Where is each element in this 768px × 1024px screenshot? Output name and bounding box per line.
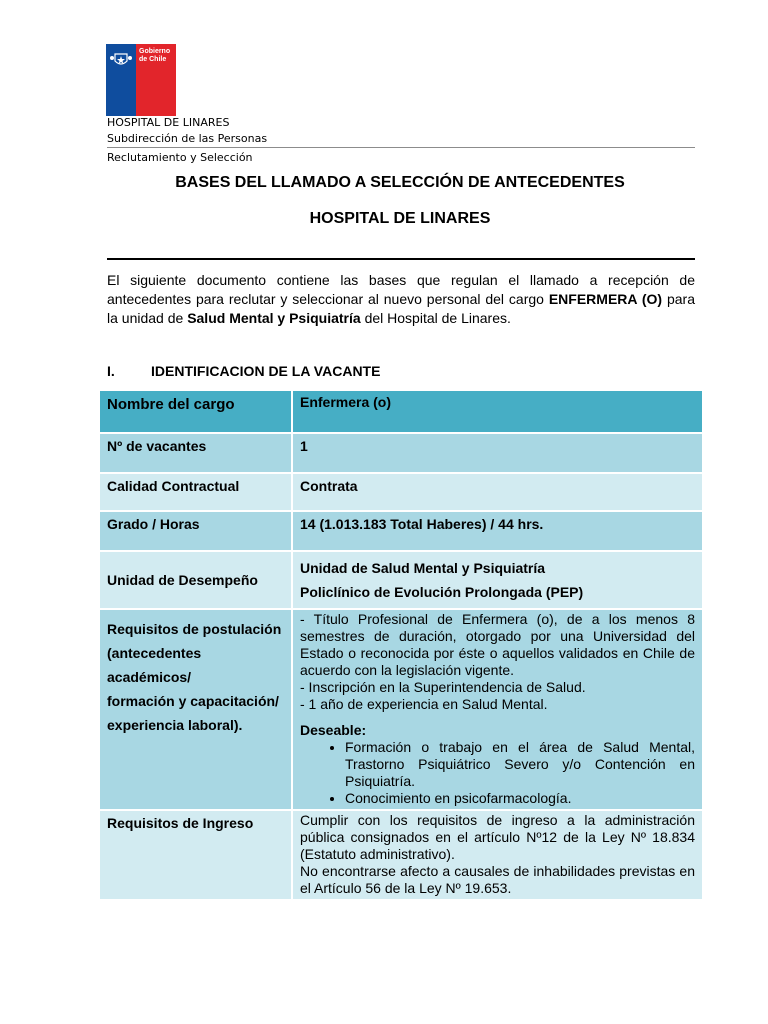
- table-row: [100, 432, 704, 472]
- header-subdireccion: Subdirección de las Personas: [107, 132, 268, 145]
- document-subtitle: HOSPITAL DE LINARES: [309, 210, 491, 227]
- requisitos-value: [293, 608, 704, 809]
- header-divider: [107, 147, 695, 148]
- intro-unidad: Salud Mental y Psiquiatría: [187, 310, 361, 326]
- header-reclutamiento: Reclutamiento y Selección: [107, 151, 253, 164]
- ingreso-requisito-2: No encontrarse afecto a causales de inhabilidades previstas en el Artículo 56 de la Ley Nº 19.653.: [300, 863, 695, 896]
- section-heading: [107, 363, 380, 379]
- list-item: • Conocimiento en psicofarmacología.: [345, 790, 695, 807]
- vacantes-label: Nº de vacantes: [100, 432, 293, 472]
- title-divider: [107, 258, 695, 260]
- intro-paragraph: El siguiente documento contiene las bases que regulan el llamado a recepción de antecedentes para reclutar y seleccionar al nuevo personal del cargo ENFERMERA (O) para la unidad de Salud Mental y Psiquiatría del Hospital de Linares.: [107, 272, 695, 326]
- table-row: [100, 809, 704, 899]
- logo-text-line2: de Chile: [139, 55, 167, 63]
- section-title: IDENTIFICACION DE LA VACANTE: [151, 363, 381, 379]
- table-row: [100, 608, 704, 809]
- cargo-label: Nombre del cargo: [100, 389, 293, 432]
- gobierno-de-chile-logo: [106, 44, 176, 116]
- grado-value: 14 (1.013.183 Total Haberes) / 44 hrs.: [293, 510, 704, 550]
- table-row: [100, 550, 704, 608]
- ingreso-requisito-1: Cumplir con los requisitos de ingreso a la administración pública consignados en el artículo Nº12 de la Ley Nº 18.834 (Estatuto administrativo).: [300, 812, 695, 862]
- unidad-label: Unidad de Desempeño: [100, 550, 293, 608]
- deseable-list: [300, 739, 695, 807]
- requisito-experiencia: - 1 año de experiencia en Salud Mental.: [300, 696, 548, 712]
- document-title: BASES DEL LLAMADO A SELECCIÓN DE ANTECEDENTES: [175, 174, 625, 191]
- requisito-inscripcion: - Inscripción en la Superintendencia de Salud.: [300, 679, 586, 695]
- requisito-titulo: - Título Profesional de Enfermera (o), de a los menos 8 semestres de duración, otorgado por una Universidad del Estado o reconocida por éste o aquellos validados en Chile de acuerdo con la legislación vigente.: [300, 611, 695, 678]
- vacancy-table: [100, 389, 704, 899]
- deseable-label: Deseable:: [300, 722, 367, 738]
- table-row: [100, 389, 704, 432]
- list-item: • Formación o trabajo en el área de Salud Mental, Trastorno Psiquiátrico Severo y/o Contención en Psiquiatría.: [345, 739, 695, 790]
- calidad-value: Contrata: [293, 472, 704, 510]
- table-row: [100, 510, 704, 550]
- ingreso-value: [293, 809, 704, 899]
- vacantes-value: 1: [293, 432, 704, 472]
- table-row: [100, 472, 704, 510]
- requisitos-label: Requisitos de postulación (antecedentes académicos/ formación y capacitación/ experiencia laboral).: [100, 608, 293, 809]
- unidad-value: Unidad de Salud Mental y Psiquiatría Policlínico de Evolución Prolongada (PEP): [293, 550, 704, 608]
- calidad-label: Calidad Contractual: [100, 472, 293, 510]
- ingreso-label: Requisitos de Ingreso: [100, 809, 293, 899]
- header-hospital: HOSPITAL DE LINARES: [107, 116, 230, 129]
- intro-cargo: ENFERMERA (O): [548, 291, 663, 307]
- section-number: I.: [107, 363, 115, 379]
- coat-of-arms-icon: [109, 50, 133, 70]
- grado-label: Grado / Horas: [100, 510, 293, 550]
- cargo-value: Enfermera (o): [293, 389, 704, 432]
- logo-text-line1: Gobierno: [139, 48, 171, 55]
